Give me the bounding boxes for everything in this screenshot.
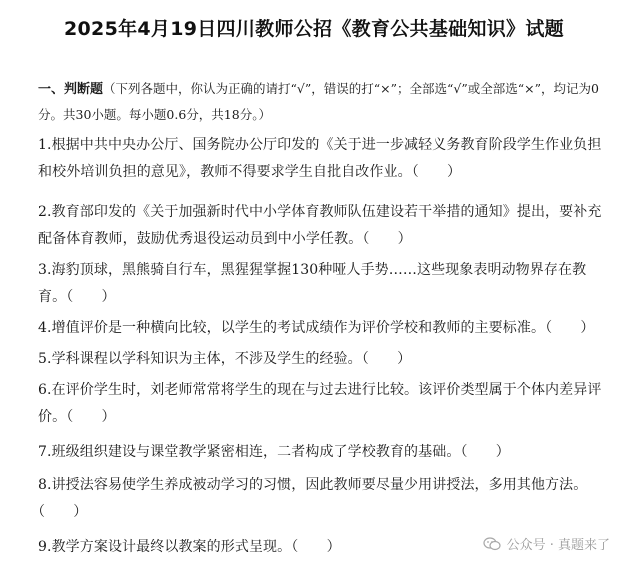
question-text: 根据中共中央办公厅、国务院办公厅印发的《关于进一步减轻义务教育阶段学生作业负担和校外培训负担的意见》，教师不得要求学生自批自改作业。 xyxy=(38,137,602,180)
answer-blank: （ ） xyxy=(361,351,412,367)
question-8 xyxy=(38,472,608,526)
question-number: 5. xyxy=(38,351,52,367)
section-instructions: （下列各题中，你认为正确的请打“√”，错误的打“×”；全部选“√”或全部选“×”，均记为0分。共30小题。每小题0.6分，共18分。） xyxy=(38,81,599,122)
answer-blank: （ ） xyxy=(362,231,412,247)
answer-blank: （ ） xyxy=(38,504,88,520)
document-title: 2025年4月19日四川教师公招《教育公共基础知识》试题 xyxy=(64,18,564,40)
question-number: 4. xyxy=(38,320,52,336)
question-text: 讲授法容易使学生养成被动学习的习惯，因此教师要尽量少用讲授法，多用其他方法。 xyxy=(51,477,588,493)
question-number: 3. xyxy=(38,262,52,278)
question-text: 在评价学生时，刘老师常常将学生的现在与过去进行比较。该评价类型属于个体内差异评价。 xyxy=(38,382,602,425)
question-text: 教育部印发的《关于加强新时代中小学体育教师队伍建设若干举措的通知》提出，要补充配备体育教师，鼓励优秀退役运动员到中小学任教。 xyxy=(38,204,602,247)
question-text: 学科课程以学科知识为主体，不涉及学生的经验。 xyxy=(51,351,362,367)
answer-blank: （ ） xyxy=(545,320,595,336)
question-7 xyxy=(38,439,608,466)
watermark-text: 公众号 · 真题来了 xyxy=(506,538,610,553)
section-heading: 一、判断题 xyxy=(38,82,104,97)
question-1 xyxy=(38,132,608,186)
question-number: 1. xyxy=(38,137,52,153)
answer-blank: （ ） xyxy=(460,444,510,460)
question-5 xyxy=(38,346,608,373)
answer-blank: （ ） xyxy=(411,164,462,180)
question-6 xyxy=(38,377,608,431)
question-3 xyxy=(38,257,608,311)
wechat-icon xyxy=(483,537,501,551)
watermark xyxy=(483,534,610,553)
question-4 xyxy=(38,315,608,342)
section-intro xyxy=(38,76,606,128)
question-number: 2. xyxy=(38,204,52,220)
question-text: 教学方案设计最终以教案的形式呈现。 xyxy=(51,539,292,555)
question-number: 8. xyxy=(38,477,52,493)
question-number: 7. xyxy=(38,444,52,460)
question-number: 9. xyxy=(38,539,52,555)
question-2 xyxy=(38,199,608,253)
question-number: 6. xyxy=(38,382,52,398)
question-text: 海豹顶球，黑熊骑自行车，黑猩猩掌握130种哑人手势……这些现象表明动物界存在教育。 xyxy=(38,262,587,305)
question-text: 增值评价是一种横向比较，以学生的考试成绩作为评价学校和教师的主要标准。 xyxy=(51,320,546,336)
answer-blank: （ ） xyxy=(66,289,116,305)
question-text: 班级组织建设与课堂教学紧密相连，二者构成了学校教育的基础。 xyxy=(51,444,461,460)
answer-blank: （ ） xyxy=(291,539,341,555)
answer-blank: （ ） xyxy=(66,409,116,425)
